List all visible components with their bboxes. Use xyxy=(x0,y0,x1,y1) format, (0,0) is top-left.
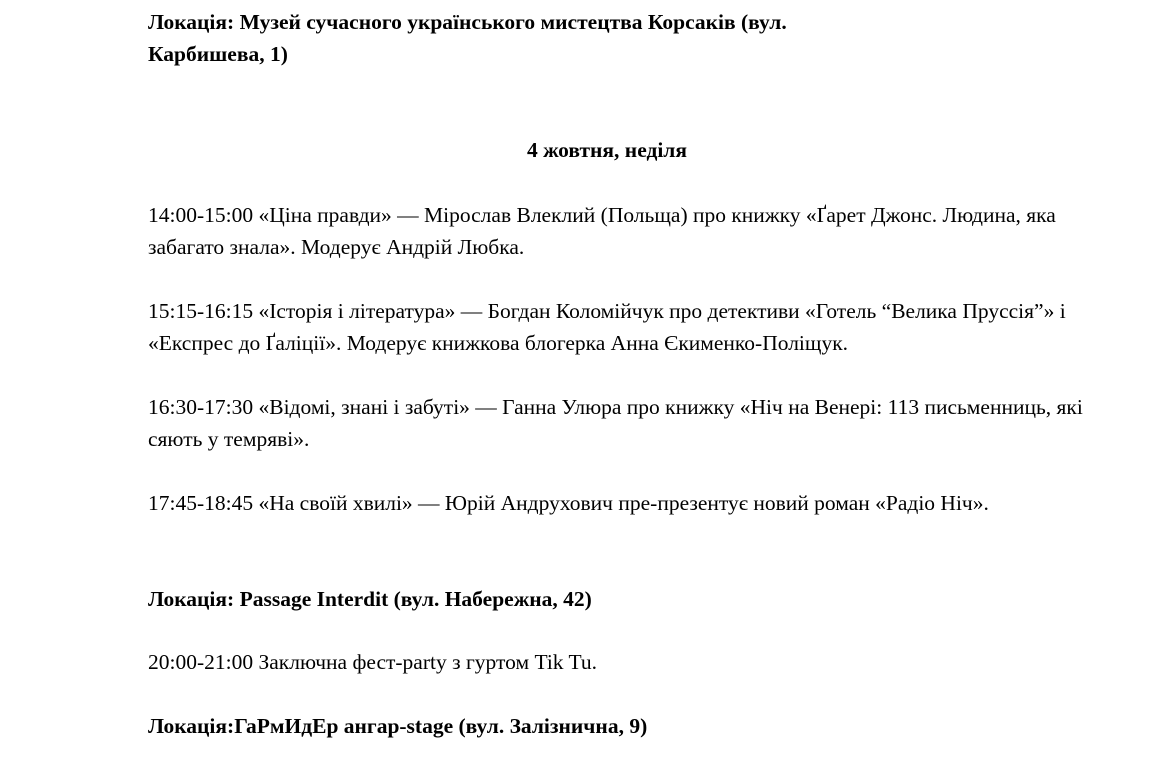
location-heading-korsakiv: Локація: Музей сучасного українського мистецтва Корсаків (вул. Карбишева, 1) xyxy=(148,10,787,66)
day-heading: 4 жовтня, неділя xyxy=(527,138,687,162)
schedule-item: 17:45-18:45 «На своїй хвилі» — Юрій Андрухович пре-презентує новий роман «Радіо Ніч». xyxy=(148,491,989,515)
schedule-item-party: 20:00-21:00 Заключна фест-party з гуртом Tik Tu. xyxy=(148,650,598,674)
schedule-item: 15:15-16:15 «Історія і література» — Богдан Коломійчук про детективи «Готель “Велика Пруссія”» і «Експрес до Ґаліції». Модерує книжкова блогерка Анна Єкименко-Поліщук. xyxy=(148,299,1066,355)
schedule-item: 16:30-17:30 «Відомі, знані і забуті» — Ганна Улюра про книжку «Ніч на Венері: 113 письменниць, які сяють у темряві». xyxy=(148,395,1083,451)
schedule-item: 14:00-15:00 «Ціна правди» — Мірослав Влеклий (Польща) про книжку «Ґарет Джонс. Людина, яка забагато знала». Модерує Андрій Любка. xyxy=(148,203,1056,259)
location-heading-garmider: Локація:ГаРмИдЕр ангар-stage (вул. Залізнична, 9) xyxy=(148,714,648,738)
document-page xyxy=(148,6,1128,766)
location-heading-passage: Локація: Passage Interdit (вул. Набережна, 42) xyxy=(148,587,592,611)
